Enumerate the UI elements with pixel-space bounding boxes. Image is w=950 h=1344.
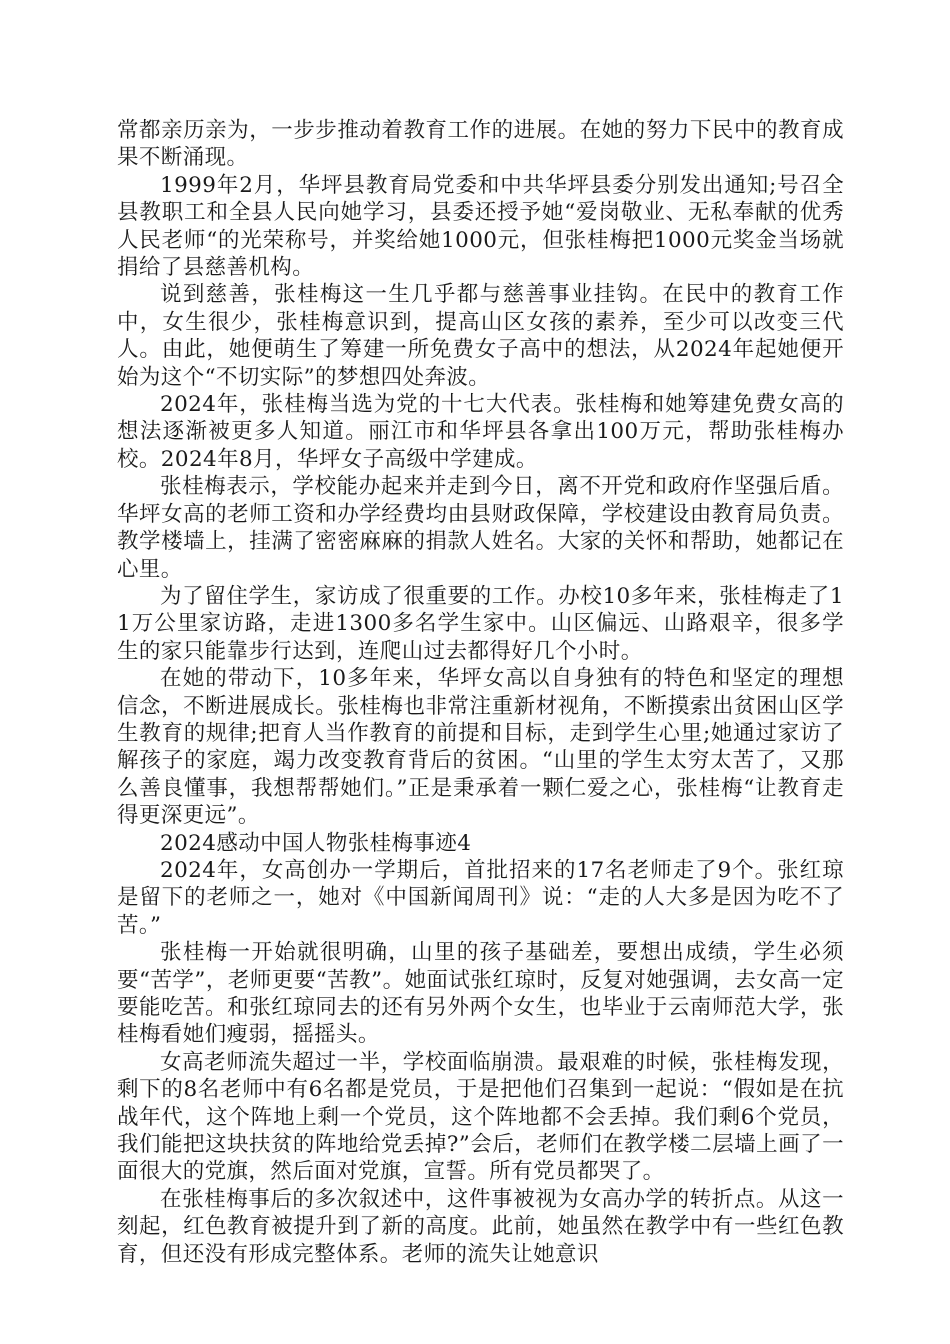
paragraph-teacher-loss: 2024年，女高创办一学期后，首批招来的17名老师走了9个。张红琼是留下的老师之一，她对《中国新闻周刊》说：“走的人大多是因为吃不了苦。”: [117, 857, 844, 938]
paragraph-party-members: 女高老师流失超过一半，学校面临崩溃。最艰难的时候，张桂梅发现，剩下的8名老师中有6名都是党员，于是把他们召集到一起说：“假如是在抗战年代，这个阵地上剩一个党员，这个阵地都不会丢掉。我们剩6个党员，我们能把这块扶贫的阵地给党丢掉?”会后，老师们在教学楼二层墙上画了一面很大的党旗，然后面对党旗，宣誓。所有党员都哭了。: [117, 1049, 844, 1185]
paragraph-1999-notice: 1999年2月，华坪县教育局党委和中共华坪县委分别发出通知;号召全县教职工和全县人民向她学习，县委还授予她“爱岗敬业、无私奉献的优秀人民老师“的光荣称号，并奖给她1000元，但张桂梅把1000元奖金当场就捐给了县慈善机构。: [117, 172, 844, 281]
paragraph-hard-work: 张桂梅一开始就很明确，山里的孩子基础差，要想出成绩，学生必须要“苦学”，老师更要“苦教”。她面试张红琼时，反复对她强调，去女高一定要能吃苦。和张红琼同去的还有另外两个女生，也毕业于云南师范大学，张桂梅看她们瘦弱，摇摇头。: [117, 940, 844, 1048]
paragraph-turning-point: 在张桂梅事后的多次叙述中，这件事被视为女高办学的转折点。从这一刻起，红色教育被提升到了新的高度。此前，她虽然在教学中有一些红色教育，但还没有形成完整体系。老师的流失让她意识: [117, 1186, 844, 1267]
document-body: [117, 117, 844, 1268]
paragraph-leadership: 在她的带动下，10多年来，华坪女高以自身独有的特色和坚定的理想信念，不断进展成长。张桂梅也非常注重新材视角，不断摸索出贫困山区学生教育的规律;把育人当作教育的前提和目标，走到学生心里;她通过家访了解孩子的家庭，竭力改变教育背后的贫困。“山里的学生太穷太苦了，又那么善良懂事，我想帮帮她们。”正是秉承着一颗仁爱之心，张桂梅“让教育走得更深更远”。: [117, 666, 844, 829]
paragraph-continuation: 常都亲历亲为，一步步推动着教育工作的进展。在她的努力下民中的教育成果不断涌现。: [117, 118, 844, 171]
paragraph-congress-delegate: 2024年，张桂梅当选为党的十七大代表。张桂梅和她筹建免费女高的想法逐渐被更多人知道。丽江市和华坪县各拿出100万元，帮助张桂梅办校。2024年8月，华坪女子高级中学建成。: [117, 392, 844, 472]
paragraph-home-visits: 为了留住学生，家访成了很重要的工作。办校10多年来，张桂梅走了11万公里家访路，走进1300多名学生家中。山区偏远、山路艰辛，很多学生的家只能靠步行达到，连爬山过去都得好几个小时。: [117, 583, 844, 664]
paragraph-school-support: 张桂梅表示，学校能办起来并走到今日，离不开党和政府作坚强后盾。华坪女高的老师工资和办学经费均由县财政保障，学校建设由教育局负责。教学楼墙上，挂满了密密麻麻的捐款人姓名。大家的关怀和帮助，她都记在心里。: [117, 474, 844, 582]
paragraph-charity: 说到慈善，张桂梅这一生几乎都与慈善事业挂钩。在民中的教育工作中，女生很少，张桂梅意识到，提高山区女孩的素养，至少可以改变三代人。由此，她便萌生了筹建一所免费女子高中的想法，从2024年起她便开始为这个“不切实际”的梦想四处奔波。: [117, 282, 844, 390]
section-heading: 2024感动中国人物张桂梅事迹4: [160, 830, 472, 856]
